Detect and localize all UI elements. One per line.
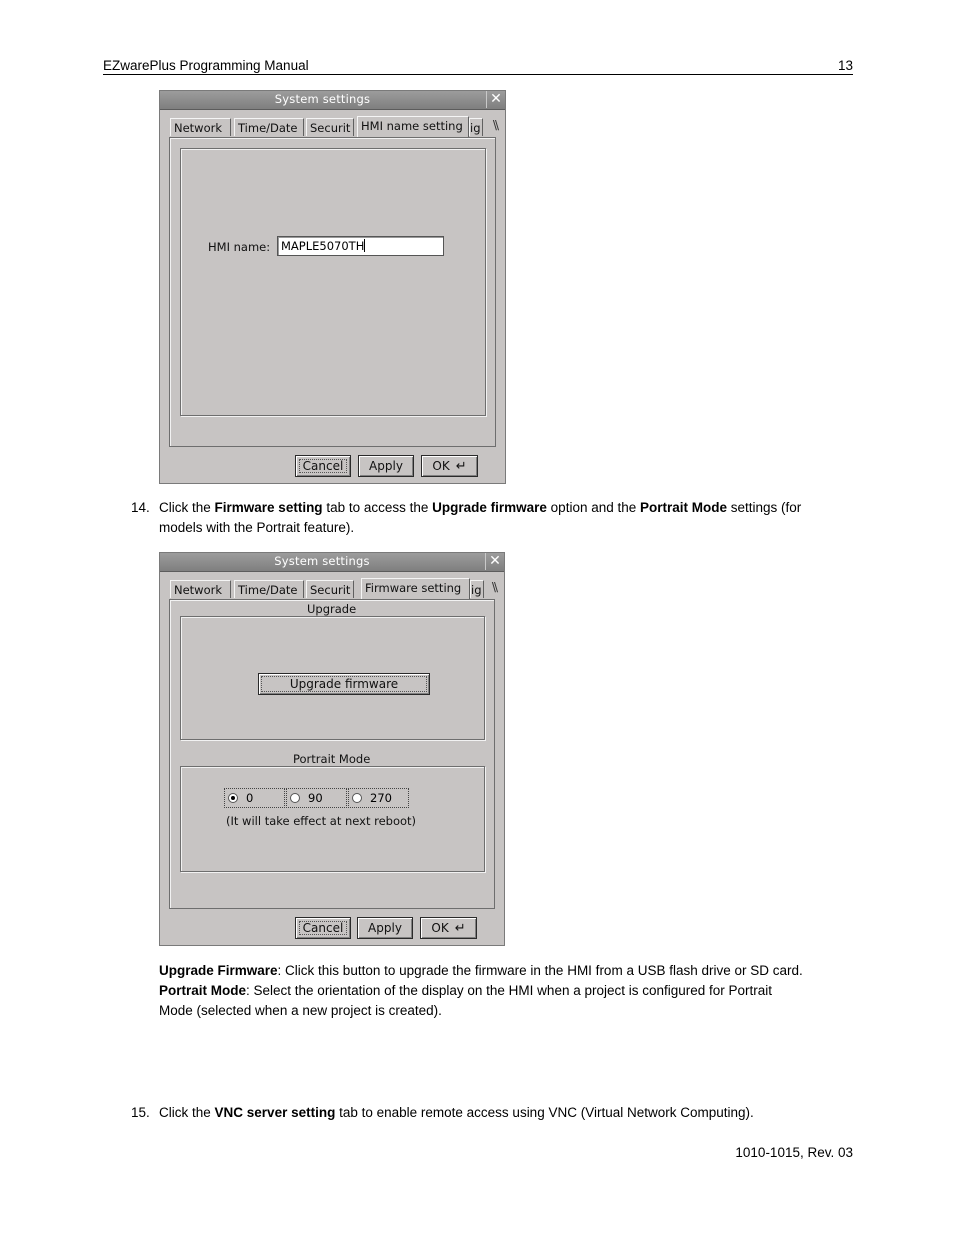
text-run: Click the bbox=[159, 1105, 215, 1120]
text-run: : Click this button to upgrade the firmware in the HMI from a USB flash drive or SD card. bbox=[277, 963, 803, 978]
hmi-name-value: MAPLE5070TH bbox=[281, 239, 365, 253]
hmi-name-label: HMI name: bbox=[208, 240, 271, 254]
apply-button[interactable] bbox=[358, 455, 414, 477]
tab-scroll-arrows-icon[interactable]: \\ bbox=[491, 580, 496, 594]
descriptions-block bbox=[159, 961, 859, 1021]
enter-arrow-icon: ↵ bbox=[454, 921, 466, 936]
term-firmware-setting: Firmware setting bbox=[214, 500, 323, 515]
term-portrait-mode: Portrait Mode bbox=[159, 983, 247, 998]
text-run: tab to access the bbox=[322, 500, 433, 515]
upgrade-firmware-label: Upgrade firmware bbox=[289, 677, 399, 691]
upgrade-group-label: Upgrade bbox=[307, 602, 357, 616]
radio-option-270[interactable] bbox=[348, 788, 409, 808]
tab-overflow[interactable]: ig bbox=[470, 580, 484, 598]
manual-title: EZwarePlus Programming Manual bbox=[103, 58, 309, 73]
portrait-mode-group-label: Portrait Mode bbox=[293, 752, 371, 766]
text-run: : Select the orientation of the display on the HMI when a project is configured for Portrait bbox=[246, 983, 773, 998]
cancel-label: Cancel bbox=[302, 921, 344, 935]
dialog-titlebar bbox=[160, 91, 505, 110]
text-run: settings (for bbox=[727, 500, 802, 515]
close-icon[interactable]: ✕ bbox=[486, 91, 505, 108]
apply-label: Apply bbox=[368, 921, 402, 935]
page-header bbox=[103, 58, 853, 75]
cancel-label: Cancel bbox=[302, 459, 344, 473]
text-caret bbox=[364, 239, 365, 252]
term-portrait-mode: Portrait Mode bbox=[640, 500, 728, 515]
tab-hmi-name-setting[interactable]: HMI name setting bbox=[357, 116, 469, 137]
tab-panel bbox=[169, 137, 496, 447]
cancel-button[interactable] bbox=[295, 917, 351, 939]
hmi-name-input[interactable] bbox=[277, 236, 444, 256]
hmi-name-group bbox=[180, 148, 486, 416]
tab-bar bbox=[170, 578, 496, 600]
system-settings-dialog-hmi-name bbox=[159, 90, 506, 484]
term-upgrade-firmware: Upgrade firmware bbox=[432, 500, 547, 515]
tab-bar bbox=[170, 116, 497, 138]
tab-network[interactable]: Network bbox=[170, 118, 231, 136]
upgrade-firmware-button[interactable] bbox=[258, 673, 430, 695]
dialog-title: System settings bbox=[274, 554, 370, 568]
tab-scroll-arrows-icon[interactable]: \\ bbox=[492, 118, 497, 132]
tab-time-date[interactable]: Time/Date bbox=[234, 580, 304, 598]
step-number-15: 15. bbox=[131, 1105, 150, 1120]
radio-label-90: 90 bbox=[308, 791, 323, 805]
close-icon[interactable]: ✕ bbox=[485, 553, 504, 570]
text-run: models with the Portrait feature). bbox=[159, 520, 355, 535]
enter-arrow-icon: ↵ bbox=[455, 459, 467, 474]
radio-label-270: 270 bbox=[370, 791, 392, 805]
tab-overflow[interactable]: ig bbox=[469, 118, 483, 136]
radio-button-0[interactable] bbox=[228, 793, 238, 803]
term-upgrade-firmware: Upgrade Firmware bbox=[159, 963, 278, 978]
text-run: tab to enable remote access using VNC (Virtual Network Computing). bbox=[335, 1105, 754, 1120]
tab-security[interactable]: Securit bbox=[306, 118, 354, 136]
tab-network[interactable]: Network bbox=[170, 580, 231, 598]
dialog-titlebar bbox=[160, 553, 504, 572]
reboot-note: (It will take effect at next reboot) bbox=[226, 814, 417, 828]
radio-label-0: 0 bbox=[246, 791, 254, 805]
system-settings-dialog-firmware bbox=[159, 552, 505, 946]
radio-option-90[interactable] bbox=[286, 788, 347, 808]
text-run: Click the bbox=[159, 500, 215, 515]
apply-label: Apply bbox=[369, 459, 403, 473]
upgrade-group bbox=[180, 602, 485, 740]
page-number: 13 bbox=[837, 58, 853, 73]
tab-firmware-setting[interactable]: Firmware setting bbox=[361, 578, 470, 599]
step-14-text bbox=[159, 498, 859, 538]
tab-panel bbox=[169, 599, 495, 909]
radio-button-270[interactable] bbox=[352, 793, 362, 803]
portrait-mode-group bbox=[180, 752, 485, 872]
step-number-14: 14. bbox=[131, 500, 150, 515]
cancel-button[interactable] bbox=[295, 455, 351, 477]
text-run: option and the bbox=[546, 500, 640, 515]
ok-label: OK bbox=[432, 459, 450, 473]
tab-security[interactable]: Securit bbox=[306, 580, 354, 598]
term-vnc-server-setting: VNC server setting bbox=[214, 1105, 336, 1120]
step-15-text bbox=[159, 1103, 859, 1123]
dialog-title: System settings bbox=[274, 92, 371, 106]
ok-button[interactable] bbox=[420, 917, 477, 939]
radio-option-0[interactable] bbox=[224, 788, 285, 808]
ok-button[interactable] bbox=[421, 455, 478, 477]
text-run: Mode (selected when a new project is created). bbox=[159, 1003, 442, 1018]
document-id: 1010-1015, Rev. 03 bbox=[735, 1145, 853, 1160]
apply-button[interactable] bbox=[357, 917, 413, 939]
ok-label: OK bbox=[431, 921, 449, 935]
radio-button-90[interactable] bbox=[290, 793, 300, 803]
tab-time-date[interactable]: Time/Date bbox=[234, 118, 304, 136]
